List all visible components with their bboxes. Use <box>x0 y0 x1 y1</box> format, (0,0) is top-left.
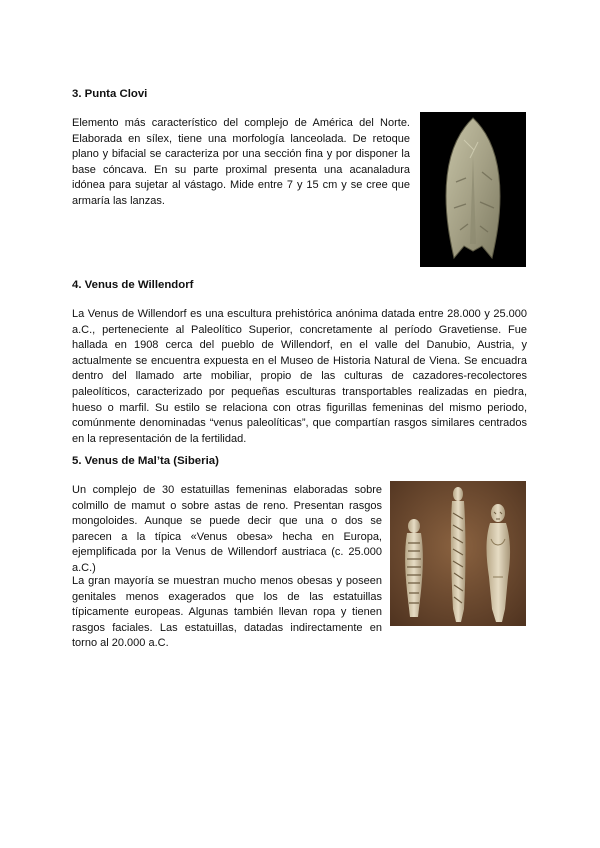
section-title-venus-willendorf: 4. Venus de Willendorf <box>72 279 194 291</box>
section-text-punta-clovi: Elemento más característico del complejo de América del Norte. Elaborada en sílex, tiene una morfología lanceolada. De retoque plano y bifacial se caracteriza por una sección fina y por disponer la base cóncava. En su parte proximal presenta una acanaladura idónea para sujetar al vástago. Mide entre 7 y 15 cm y se cree que armaría las lanzas. <box>72 117 410 207</box>
malta-figurines-image <box>390 481 526 626</box>
figurine-middle <box>451 487 466 622</box>
section-text-venus-malta-1: Un complejo de 30 estatuillas femeninas elaboradas sobre colmillo de mamut o sobre astas de reno. Presentan rasgos mongoloides. Aunque se puede decir que una o dos se parecen a la típica «Venus obesa» hecha en Europa, ejemplificada por la Venus de Willendorf austriaca (c. 25.000 a.C.) <box>72 484 382 574</box>
clovis-point-image <box>420 112 526 267</box>
section-text-venus-malta-2: La gran mayoría se muestran mucho menos obesas y poseen genitales menos exagerados que los de las estatuillas típicamente europeas. Algunas también llevan ropa y tienen rasgos faciales. Las estatuillas, datadas indirectamente en torno al 20.000 a.C. <box>72 575 382 650</box>
section-title-punta-clovi: 3. Punta Clovi <box>72 88 148 100</box>
section-title-venus-malta: 5. Venus de Mal’ta (Siberia) <box>72 455 219 467</box>
section-text-venus-willendorf: La Venus de Willendorf es una escultura prehistórica anónima datada entre 28.000 y 25.000 a.C., perteneciente al Paleolítico Superior, concretamente al período Gravetiense. Fue hallada en 1908 cerca del pueblo de Willendorf, en el valle del Danubio, Austria, y actualmente se encuentra expuesta en el Museo de Historia Natural de Viena. Se encuadra dentro del llamado arte mobiliar, propio de las culturas de cazadores-recolectores paleolíticos, caracterizado por pequeñas esculturas transportables realizadas en piedra, hueso o marfil. Su estilo se relaciona con otras figurillas femeninas del mismo periodo, comúnmente denominadas “venus paleolíticas”, que compartían rasgos similares centrados en la representación de la fertilidad. <box>72 308 527 445</box>
